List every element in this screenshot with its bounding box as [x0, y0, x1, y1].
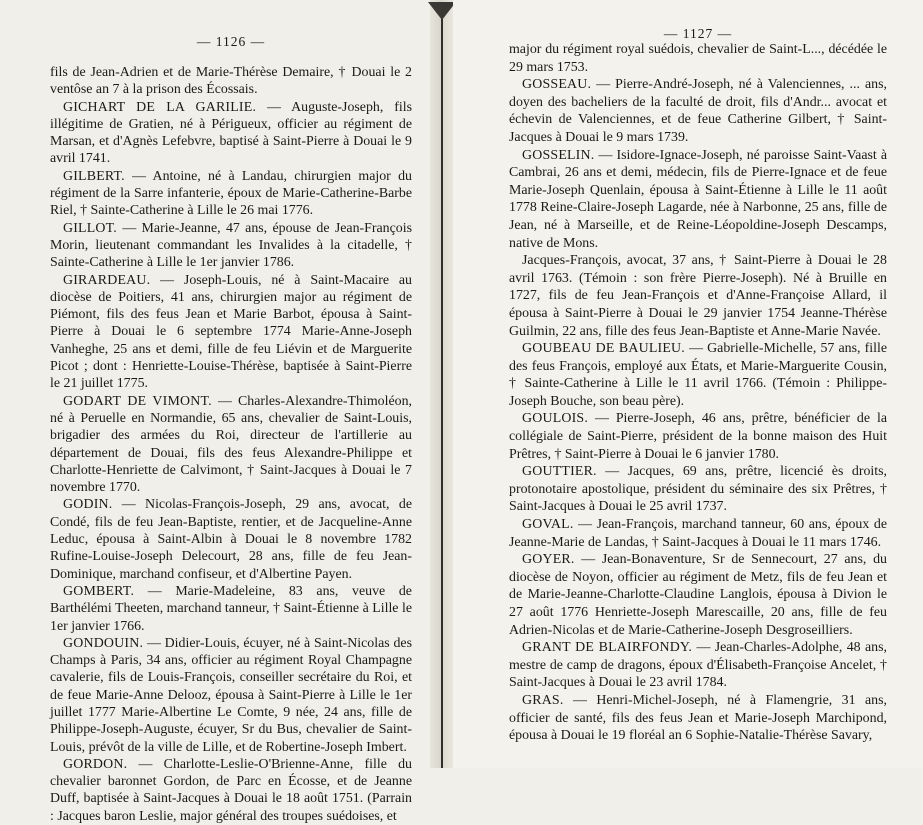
- entry-text: — Gabrielle-Michelle, 57 ans, fille des feus François, employé aux États, et Marie-Marguerite Cousin, † Sainte-Catherine à Lille le 11 avril 1766. (Témoin : Philippe-Joseph Bouche, son beau père).: [509, 341, 887, 409]
- entry: [50, 99, 412, 168]
- entry-text: — Joseph-Louis, né à Saint-Macaire au diocèse de Poitiers, 41 ans, chirurgien major au régiment de Piémont, fils des feus Jean et Marie Barbot, épousa à Saint-Pierre à Douai le 6 septembre 1774 Marie-Anne-Joseph Vanheghe, 25 ans et demi, fille de feu Liévin et de Marguerite Picot ; dont : Henriette-Louise-Thérèse, baptisée à Saint-Pierre le 21 juillet 1775.: [50, 272, 412, 392]
- entry-name: GRAS.: [522, 692, 564, 708]
- entry-name: GIRARDEAU.: [63, 272, 151, 288]
- entry-name: GILBERT.: [63, 168, 125, 184]
- entry: [509, 252, 887, 340]
- entry: [509, 516, 887, 551]
- entry-text: — Charlotte-Leslie-O'Brienne-Anne, fille du chevalier baronnet Gordon, de Parc en Écosse, et de Jeanne Duff, baptisée à Saint-Jacques à Douai le 18 août 1751. (Parrain : Jacques baron Leslie, major général des troupes suédoises, et: [50, 756, 412, 824]
- entry: [509, 41, 887, 76]
- entry-text: — Jean-Bonaventure, Sr de Sennecourt, 27 ans, du diocèse de Noyon, officier au régiment de Metz, fils de feu Jean et de Marie-Jeanne-Charlotte-Claudine Langlois, épousa à Divion le 27 août 1776 Henriette-Joseph Marescaille, 20 ans, fille de feu Adrien-Nicolas et de Marie-Catherine-Joseph Desgroseilliers.: [509, 552, 887, 638]
- entry-name: GRANT DE BLAIRFONDY.: [522, 640, 693, 656]
- entry-name: GORDON.: [63, 756, 128, 772]
- entry: [50, 220, 412, 272]
- entry-name: GOMBERT.: [63, 583, 135, 599]
- entry-name: GOVAL.: [522, 517, 574, 533]
- entry-text: — Antoine, né à Landau, chirurgien major du régiment de la Sarre infanterie, époux de Marie-Catherine-Barbe Riel, † Sainte-Catherine à Lille le 26 mai 1776.: [50, 168, 412, 219]
- entry: [509, 147, 887, 253]
- entry-text: major du régiment royal suédois, chevalier de Saint-L..., décédée le 29 mars 1753.: [509, 42, 887, 75]
- entry-text: Jacques-François, avocat, 37 ans, † Saint-Pierre à Douai le 28 avril 1763. (Témoin : son frère Pierre-Joseph). Né à Bruille en 1727, fils de feu Jean-François et d'Anne-Françoise Allard, il épousa à Saint-Pierre à Douai le 29 janvier 1754 Jeanne-Thérèse Guilmin, 22 ans, fille des feus Jean-Baptiste et Anne-Marie Navée.: [509, 253, 887, 339]
- entry-text: — Jacques, 69 ans, prêtre, licencié ès droits, protonotaire apostolique, président du séminaire des six Prêtres, † Saint-Jacques à Douai le 25 avril 1737.: [509, 464, 887, 515]
- gutter-top-mark: [428, 2, 456, 20]
- entry-text: — Isidore-Ignace-Joseph, né paroisse Saint-Vaast à Cambrai, 26 ans et demi, médecin, fils de Pierre-Ignace et de feue Marie-Joseph Quenlain, épousa à Saint-Étienne à Lille le 11 août 1778 Reine-Claire-Joseph Lagarde, née à Narbonne, 25 ans, fille de Jean, né à Marseille, et de Reine-Léopoldine-Joseph Descamps, native de Mons.: [509, 147, 887, 251]
- entry: [509, 463, 887, 516]
- entry-text: — Didier-Louis, écuyer, né à Saint-Nicolas des Champs à Paris, 34 ans, officier au régiment Royal Champagne cavalerie, fils de Louis-François, conseiller secrétaire du Roi, et de feue Marie-Anne Delooz, épousa à Saint-Pierre à Lille le 1er juillet 1777 Marie-Albertine Le Comte, 9 née, 24 ans, fille de Philippe-Joseph-Auguste, écuyer, Sr du Bus, chevalier de Saint-Louis, prévôt de la ville de Lille, et de Robertine-Joseph Imbert.: [50, 635, 412, 755]
- entry-text: — Jean-Charles-Adolphe, 48 ans, mestre de camp de dragons, époux d'Élisabeth-Françoise Ancelet, † Saint-Jacques à Douai le 23 avril 1784.: [509, 640, 887, 691]
- entry: [50, 496, 412, 582]
- entry-name: GOYER.: [522, 552, 575, 568]
- entry-text: — Charles-Alexandre-Thimoléon, né à Peruelle en Normandie, 65 ans, chevalier de Saint-Louis, brigadier des armées du Roi, directeur de l'artillerie au département de Douai, fils des feus Alexandre-Philippe et Charlotte-Henriette de Calvimont, † Saint-Jacques à Douai le 7 novembre 1770.: [50, 393, 412, 496]
- right-page: [453, 0, 923, 768]
- gutter-spine-line: [441, 14, 443, 768]
- entry-name: GOUBEAU DE BAULIEU.: [522, 341, 685, 357]
- entry-text: — Pierre-Joseph, 46 ans, prêtre, bénéficier de la collégiale de Saint-Pierre, président de la bonne maison des Huit Prêtres, † Saint-Pierre à Douai le 6 janvier 1780.: [509, 411, 887, 462]
- entry-text: — Nicolas-François-Joseph, 29 ans, avocat, de Condé, fils de feu Jean-Baptiste, rentier, et de Jacqueline-Anne Leduc, épousa à Saint-Albin à Douai le 8 novembre 1782 Rufine-Louise-Joseph Delecourt, 28 ans, fille de feu Jean-Dominique, marchand confiseur, et d'Albertine Payen.: [50, 497, 412, 582]
- entry-text: — Marie-Madeleine, 83 ans, veuve de Barthélémi Theeten, marchand tanneur, † Saint-Étienne à Lille le 1er janvier 1766.: [50, 583, 412, 634]
- entry: [509, 639, 887, 692]
- entry-name: GICHART DE LA GARILIE.: [63, 99, 257, 115]
- entry: [50, 168, 412, 220]
- entry-name: GOUTTIER.: [522, 464, 597, 480]
- entry-text: — Marie-Jeanne, 47 ans, épouse de Jean-François Morin, lieutenant commandant les Invalides à la citadelle, † Sainte-Catherine à Lille le 1er janvier 1786.: [50, 220, 412, 271]
- entry-name: GOSSELIN.: [522, 147, 595, 163]
- page-number-right: — 1127 —: [663, 26, 733, 41]
- entry-name: GODART DE VIMONT.: [63, 393, 212, 409]
- entry-text: — Auguste-Joseph, fils illégitime de Gratien, né à Périgueux, officier au régiment de Marsan, et d'Agnès Lefebvre, baptisé à Saint-Pierre à Douai le 9 avril 1741.: [50, 99, 412, 167]
- entry: [50, 272, 412, 393]
- entry: [509, 410, 887, 463]
- entry-name: GOSSEAU.: [522, 77, 592, 93]
- entry: [50, 583, 412, 635]
- entry-text: — Jean-François, marchand tanneur, 60 ans, époux de Jeanne-Marie de Landas, † Saint-Jacques à Douai le 11 mars 1746.: [509, 517, 887, 550]
- entry-name: GOULOIS.: [522, 411, 589, 427]
- entry-text: fils de Jean-Adrien et de Marie-Thérèse Demaire, † Douai le 2 ventôse an 7 à la prison des Écossais.: [50, 65, 412, 98]
- entry: [509, 692, 887, 745]
- entry: [509, 76, 887, 146]
- entry: [509, 340, 887, 410]
- entry-name: GILLOT.: [63, 220, 117, 236]
- entry-name: GODIN.: [63, 497, 113, 513]
- entry-name: GONDOUIN.: [63, 635, 144, 651]
- left-page: [0, 0, 430, 824]
- entry: [50, 756, 412, 825]
- page-number-left: — 1126 —: [196, 34, 266, 49]
- entry: [509, 551, 887, 639]
- entry: [50, 635, 412, 756]
- entry-text: — Henri-Michel-Joseph, né à Flamengrie, 31 ans, officier de santé, fils des feus Jean et Marie-Joseph Marchipond, épousa à Douai le 19 floréal an 6 Sophie-Natalie-Thérèse Savary,: [509, 692, 887, 744]
- entry-text: — Pierre-André-Joseph, né à Valenciennes, ... ans, doyen des bacheliers de la faculté de droit, fils d'Andr... avocat et échevin de Valenciennes, et de feue Catherine Gilbert, † Saint-Jacques à Douai le 9 mars 1739.: [509, 77, 887, 145]
- entry: [50, 393, 412, 497]
- entry: [50, 64, 412, 99]
